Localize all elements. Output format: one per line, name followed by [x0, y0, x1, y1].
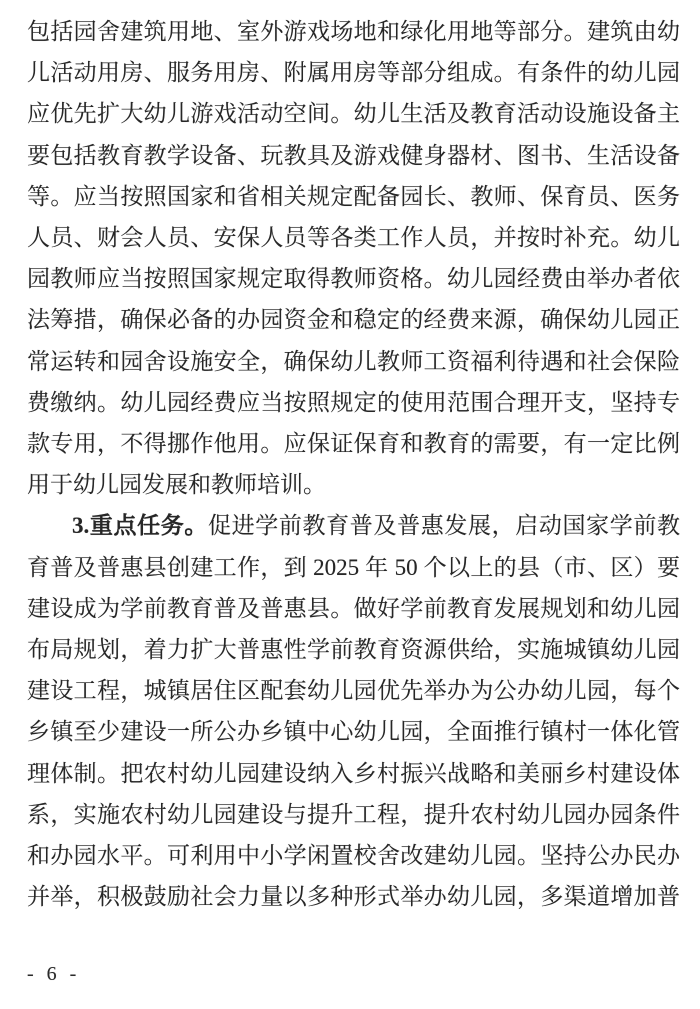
text-line: 系，实施农村幼儿园建设与提升工程，提升农村幼儿园办园条件	[27, 801, 680, 827]
text-line: 并举，积极鼓励社会力量以多种形式举办幼儿园，多渠道增加普	[27, 884, 680, 910]
text-line: 法筹措，确保必备的办园资金和稳定的经费来源，确保幼儿园正	[27, 307, 680, 333]
text-line: 建设成为学前教育普及普惠县。做好学前教育发展规划和幼儿园	[27, 595, 680, 621]
section-heading-bold: 3.重点任务。	[72, 513, 209, 539]
text-line: 常运转和园舍设施安全，确保幼儿教师工资福利待遇和社会保险	[27, 348, 680, 374]
page-number: - 6 -	[27, 963, 81, 985]
text-line: 乡镇至少建设一所公办乡镇中心幼儿园，全面推行镇村一体化管	[27, 719, 680, 745]
text-line: 儿活动用房、服务用房、附属用房等部分组成。有条件的幼儿园	[27, 60, 680, 86]
text-line: 人员、财会人员、安保人员等各类工作人员，并按时补充。幼儿	[27, 225, 680, 251]
text-line: 建设工程，城镇居住区配套幼儿园优先举办为公办幼儿园，每个	[27, 678, 680, 704]
text-line: 理体制。把农村幼儿园建设纳入乡村振兴战略和美丽乡村建设体	[27, 760, 680, 786]
text-line: 费缴纳。幼儿园经费应当按照规定的使用范围合理开支，坚持专	[27, 389, 680, 415]
text-line: 园教师应当按照国家规定取得教师资格。幼儿园经费由举办者依	[27, 266, 680, 292]
text-line-paragraph-end: 用于幼儿园发展和教师培训。	[27, 472, 326, 498]
text-line: 和办园水平。可利用中小学闲置校舍改建幼儿园。坚持公办民办	[27, 843, 680, 869]
document-text-block	[27, 11, 680, 917]
text-line: 应优先扩大幼儿游戏活动空间。幼儿生活及教育活动设施设备主	[27, 101, 680, 127]
text-line: 款专用，不得挪作他用。应保证保育和教育的需要，有一定比例	[27, 431, 680, 457]
text-line-paragraph-start	[27, 505, 680, 546]
text-line: 要包括教育教学设备、玩教具及游戏健身器材、图书、生活设备	[27, 142, 680, 168]
text-line: 育普及普惠县创建工作，到 2025 年 50 个以上的县（市、区）要	[27, 554, 680, 580]
text-line: 包括园舍建筑用地、室外游戏场地和绿化用地等部分。建筑由幼	[27, 19, 680, 44]
text-line: 等。应当按照国家和省相关规定配备园长、教师、保育员、医务	[27, 183, 680, 209]
section-lead-text: 促进学前教育普及普惠发展，启动国家学前教	[208, 513, 681, 539]
text-line: 布局规划，着力扩大普惠性学前教育资源供给，实施城镇幼儿园	[27, 637, 680, 663]
